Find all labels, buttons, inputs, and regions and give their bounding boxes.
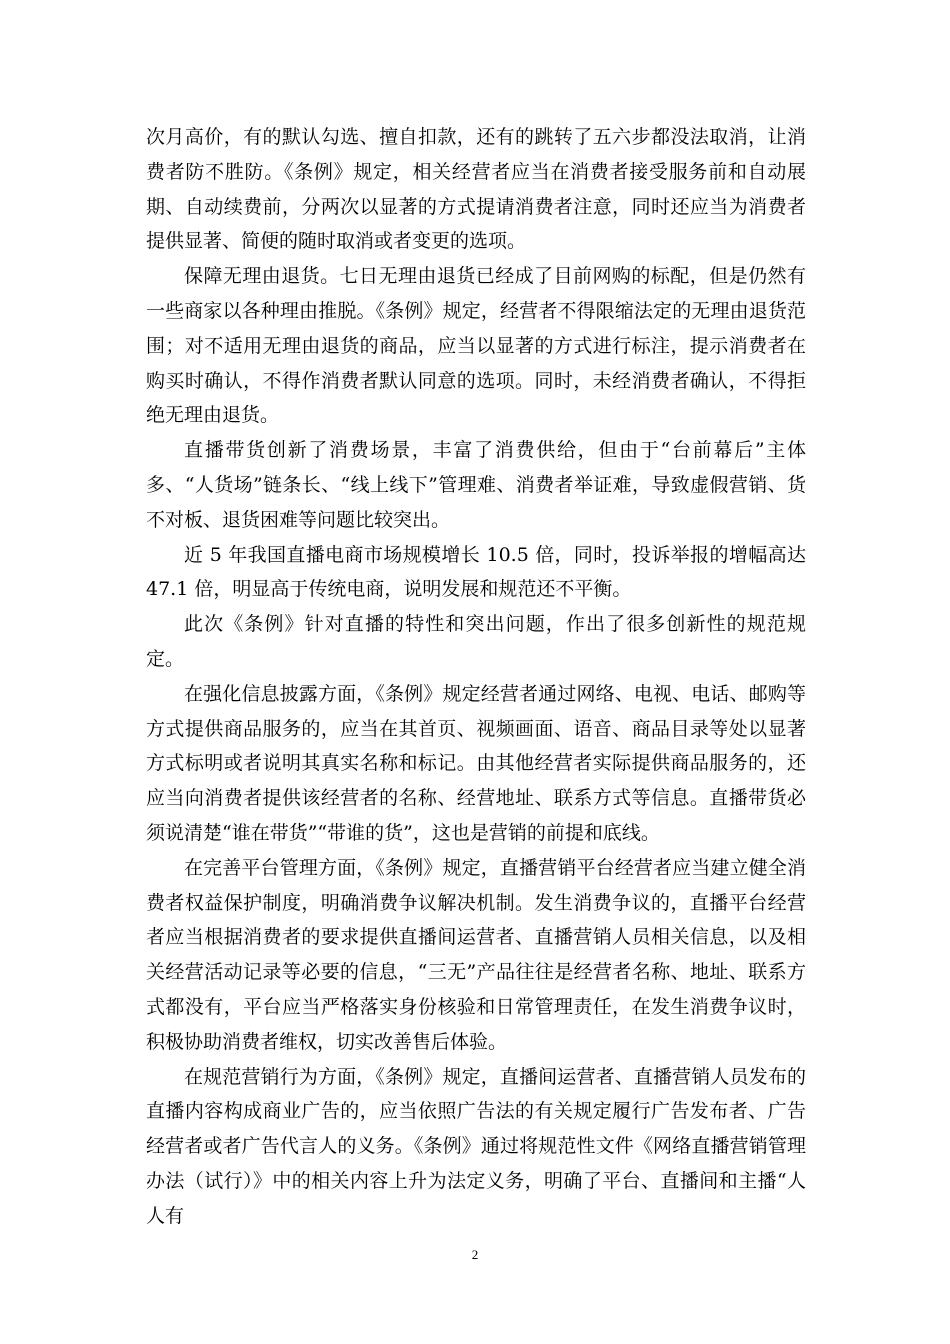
- paragraph-regulation-intro: 此次《条例》针对直播的特性和突出问题，作出了很多创新性的规范规定。: [146, 613, 806, 670]
- paragraph-no-reason-return: 保障无理由退货。七日无理由退货已经成了目前网购的标配，但是仍然有一些商家以各种理由推脱。《条例》规定，经营者不得限缩法定的无理由退货范围；对不适用无理由退货的商品，应当以显著的方式进行标注，提示消费者在购买时确认，不得作消费者默认同意的选项。同时，未经消费者确认，不得拒绝无理由退货。: [146, 265, 806, 427]
- paragraph-market-growth: 近 5 年我国直播电商市场规模增长 10.5 倍，同时，投诉举报的增幅高达 47.1 倍，明显高于传统电商，说明发展和规范还不平衡。: [146, 543, 806, 601]
- body-text: [146, 120, 806, 1234]
- paragraph-marketing-behavior: 在规范营销行为方面，《条例》规定，直播间运营者、直播营销人员发布的直播内容构成商业广告的，应当依照广告法的有关规定履行广告发布者、广告经营者或者广告代言人的义务。《条例》通过将规范性文件《网络直播营销管理办法（试行）》中的相关内容上升为法定义务，明确了平台、直播间和主播“人人有: [146, 1065, 806, 1227]
- paragraph-continuation: 次月高价，有的默认勾选、擅自扣款，还有的跳转了五六步都没法取消，让消费者防不胜防。《条例》规定，相关经营者应当在消费者接受服务前和自动展期、自动续费前，分两次以显著的方式提请消费者注意，同时还应当为消费者提供显著、简便的随时取消或者变更的选项。: [146, 126, 806, 253]
- paragraph-information-disclosure: 在强化信息披露方面，《条例》规定经营者通过网络、电视、电话、邮购等方式提供商品服务的，应当在其首页、视频画面、语音、商品目录等处以显著方式标明或者说明其真实名称和标记。由其他经营者实际提供商品服务的，还应当向消费者提供该经营者的名称、经营地址、联系方式等信息。直播带货必须说清楚“谁在带货”“带谁的货”，这也是营销的前提和底线。: [146, 682, 806, 844]
- paragraph-platform-management: 在完善平台管理方面，《条例》规定，直播营销平台经营者应当建立健全消费者权益保护制度，明确消费争议解决机制。发生消费争议的，直播平台经营者应当根据消费者的要求提供直播间运营者、直播营销人员相关信息，以及相关经营活动记录等必要的信息，“三无”产品往往是经营者名称、地址、联系方式都没有，平台应当严格落实身份核验和日常管理责任，在发生消费争议时，积极协助消费者维权，切实改善售后体验。: [146, 856, 806, 1053]
- paragraph-live-streaming: 直播带货创新了消费场景，丰富了消费供给，但由于“台前幕后”主体多、“人货场”链条长、“线上线下”管理难、消费者举证难，导致虚假营销、货不对板、退货困难等问题比较突出。: [146, 439, 806, 531]
- page-number: 2: [471, 1247, 479, 1262]
